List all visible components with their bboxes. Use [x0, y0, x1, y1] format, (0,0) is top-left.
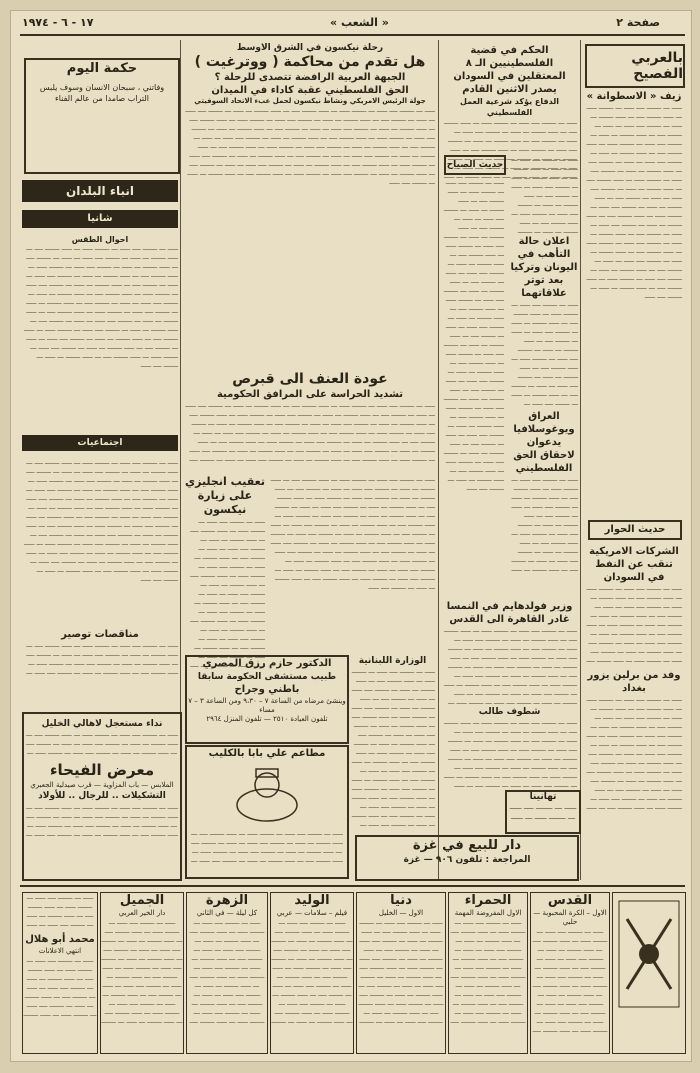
column-divider	[580, 40, 581, 880]
col2b	[510, 155, 578, 575]
poster-art-icon	[617, 899, 681, 1009]
exhibition-body	[24, 803, 180, 843]
comment-article	[185, 475, 265, 667]
cyprus-article	[185, 370, 435, 461]
header-rule	[20, 34, 685, 36]
article-body	[185, 517, 265, 667]
corner-name: محمد أبو هلال	[25, 934, 95, 945]
restaurant-ad	[185, 745, 349, 879]
cinema-quds-ad	[530, 892, 610, 1054]
cinema-walid-ad	[270, 892, 354, 1054]
article-body	[22, 458, 178, 628]
sale-box	[355, 835, 579, 881]
ad-body	[531, 927, 609, 1037]
thanks-title: تهانينا	[529, 792, 557, 802]
paper-name: « الشعب »	[330, 16, 389, 29]
nixon-article	[185, 44, 435, 336]
article-body	[185, 106, 435, 336]
opening-body	[24, 730, 180, 760]
social-band: اجتماعيات	[22, 435, 178, 451]
article-body	[185, 401, 435, 461]
cinema-zahra-ad	[186, 892, 268, 1054]
thanks-box	[505, 790, 581, 834]
right-article-2	[586, 545, 682, 815]
doctor-subtitle: طبيب مستشفى الحكومة سابقا	[197, 672, 337, 682]
greece-headline: اعلان حالة التأهب في اليونان وتركيا بعد توتر علاقاتهما	[510, 236, 578, 299]
article-body	[510, 300, 578, 410]
col4-body-2	[22, 458, 178, 681]
article-body	[510, 155, 578, 235]
wisdom-text: وفاتني ، سبحان الانسان وسوف يلبس التراب صامدا من عالم الفناء	[39, 83, 165, 103]
tenders-title: مناقصات توصير	[61, 629, 139, 640]
column-divider	[438, 40, 439, 880]
cinema-dunia-ad	[356, 892, 446, 1054]
doctor-specialty: باطني وجراح	[234, 684, 300, 695]
ministry-headline: الوزارة اللبنانية	[358, 656, 427, 666]
article-body	[350, 667, 435, 827]
berlin-headline: وفد من برلين يزور بغداد	[587, 670, 681, 694]
nixon-sub1: الجبهة العربية الرافضة تتصدى للرحلة ؟	[214, 72, 406, 83]
cinema-name: الجميل	[119, 893, 165, 908]
cinema-name: القدس	[547, 893, 593, 908]
page-header	[10, 12, 690, 34]
ad-body	[23, 956, 97, 1016]
cinema-name: الوليد	[294, 893, 330, 908]
wisdom-box	[24, 58, 180, 174]
article-body	[442, 626, 577, 706]
oil-headline: الشركات الامريكية تنقب عن النفط في السودان	[589, 546, 679, 583]
sale-contact: المراجعة : تلفون ٩٠٦ — غزة	[403, 855, 531, 865]
column-band: شانيا	[22, 210, 178, 228]
comment-headline: تعقيب انجليزي على زيارة نيكسون	[185, 475, 265, 516]
issue-date: ١٧ - ٦ - ١٩٧٤	[22, 16, 94, 29]
nixon-byline: جولة الرئيس الامريكي ونشاط نيكسون لحمل عبء الاتحاد السوفيتي	[194, 97, 426, 105]
nixon-top-headline: رحلة نيكسون في الشرق الاوسط	[236, 43, 384, 53]
column-title: بالعربي الفصيح	[631, 50, 683, 82]
column-masthead	[585, 44, 685, 88]
nominees-headline: شطوف طالب	[478, 707, 541, 717]
article-body	[22, 244, 178, 434]
cinema-name: دنيا	[390, 893, 412, 908]
cinema-hamra-ad	[448, 892, 528, 1054]
corner-ad	[22, 892, 98, 1054]
morning-column	[442, 178, 504, 518]
news-band: انباء البلدان	[22, 180, 178, 202]
morning-box: حديث الصباح	[444, 155, 506, 175]
ad-body	[449, 918, 527, 1028]
corner-line: انتهي الاعلانات	[38, 947, 82, 955]
ads-rule	[20, 885, 685, 887]
exhibition-ad	[22, 712, 182, 881]
wisdom-title: حكمة اليوم	[66, 61, 138, 76]
doctor-hours: وينشئ مرضاه من الساعة ٧ – ٩،٣٠ ومن الساعة ٣ – ٧ مساء	[188, 697, 346, 714]
weather-title: احوال الطقس	[71, 235, 129, 244]
restaurant-title: مطاعم علي بابا بالكليب	[208, 748, 326, 759]
exhibition-line: التشكيلات .. للرجال .. للأولاد	[38, 791, 166, 801]
cinema-name: الحمراء	[464, 893, 512, 908]
article-body	[586, 103, 682, 523]
cinema-name: الزهرة	[205, 893, 249, 908]
cinema-program: فيلم – سلامات — عربي	[276, 909, 348, 917]
ad-body	[187, 918, 267, 1028]
trial-headline: الحكم في قضية الفلسطينيين الـ ٨ المعتقلين في السودان يصدر الاثنين القادم	[453, 45, 566, 95]
ad-body	[23, 893, 97, 933]
doctor-phone: تلفون العيادة ٢٥١٠ — تلفون المنزل ٢٩٦٤	[206, 715, 328, 723]
article-body	[442, 718, 577, 788]
cinema-program: دار الخير العربي	[118, 909, 166, 917]
nixon-main-headline: هل تقدم من محاكمة ( ووترغيت )	[194, 54, 426, 70]
restaurant-body	[187, 829, 347, 869]
col4-body	[22, 235, 178, 434]
ad-body	[101, 918, 183, 1028]
iraq-headline: العراق ويوغوسلافيا يدعوان لاحقاق الحق الفلسطيني	[513, 411, 575, 474]
article-body	[22, 641, 178, 681]
col3-body	[270, 475, 435, 650]
sale-title: دار للبيع في غزة	[412, 838, 522, 853]
opening-title: نداء مستعجل لاهالي الخليل	[41, 719, 163, 729]
cinema-quds-poster	[612, 892, 686, 1054]
chef-illustration-icon	[222, 765, 312, 825]
cinema-program: الاول المفروضة المهمة	[454, 909, 522, 917]
article-body	[586, 695, 682, 815]
right-article	[586, 90, 682, 523]
article-body	[442, 178, 504, 518]
trial-subhead: الدفاع يؤكد شرعية العمل الفلسطيني	[460, 97, 559, 117]
exhibition-address: الملابس — باب المزاوية — قرب صيدلية الجعبري	[30, 781, 174, 789]
vienna-article	[442, 600, 577, 788]
cinema-program: الاول — الخليل	[378, 909, 424, 917]
doctor-name: الدكتور حازم رزق المصري	[202, 658, 332, 669]
cinema-program: كل ليلة — في الثاني	[196, 909, 258, 917]
section-box: حديث الحوار	[588, 520, 682, 540]
ministry-article	[350, 655, 435, 827]
article-body	[270, 475, 435, 650]
ad-body	[271, 918, 353, 1028]
cinema-program: الاول – الكرة المحبوبة — حلبي	[533, 909, 607, 926]
cinema-jamil-ad	[100, 892, 184, 1054]
right-headline: زيف « الاسطوانة »	[586, 91, 682, 102]
cyprus-subhead: تشديد الحراسة على المرافق الحكومية	[216, 389, 404, 400]
thanks-body	[507, 802, 579, 828]
article-body	[586, 584, 682, 669]
page-number: صفحة ٢	[616, 16, 660, 29]
doctor-ad	[185, 655, 349, 744]
cyprus-headline: عودة العنف الى قبرص	[232, 371, 388, 387]
vienna-headline: وزير فولدهايم في النمسا غادر القاهرة الى القدس	[446, 601, 573, 625]
exhibition-title: معرض الفيحاء	[49, 761, 155, 779]
article-body	[510, 475, 578, 575]
nixon-sub2: الحق الفلسطيني عقبة كاداء في الميدان	[211, 85, 409, 96]
ad-body	[357, 918, 445, 1028]
